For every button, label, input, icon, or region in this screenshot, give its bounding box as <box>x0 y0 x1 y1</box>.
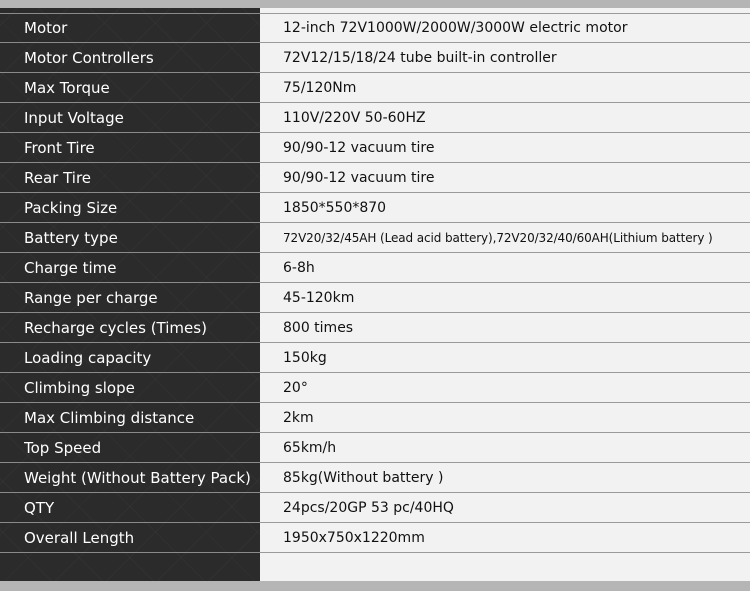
spec-value: 20° <box>283 380 308 396</box>
spec-label: Range per charge <box>24 289 158 307</box>
spec-row-charge-time <box>0 253 750 283</box>
spec-value: 6-8h <box>283 260 315 276</box>
spec-label: Weight (Without Battery Pack) <box>24 469 251 487</box>
spec-row-motor <box>0 13 750 43</box>
spec-label: QTY <box>24 499 55 517</box>
spec-row-packing-size <box>0 193 750 223</box>
spec-row-front-tire <box>0 133 750 163</box>
spec-table <box>0 8 750 581</box>
spec-row-rear-tire <box>0 163 750 193</box>
spec-row-climbing-slope <box>0 373 750 403</box>
spec-value: 1950x750x1220mm <box>283 530 425 546</box>
spec-row-motor-controllers <box>0 43 750 73</box>
spec-label: Top Speed <box>24 439 102 457</box>
spec-row-overall-length <box>0 523 750 553</box>
spec-value: 24pcs/20GP 53 pc/40HQ <box>283 500 454 516</box>
spec-value: 90/90-12 vacuum tire <box>283 170 435 186</box>
spec-row-top-speed <box>0 433 750 463</box>
spec-row-max-climbing-distance <box>0 403 750 433</box>
spec-row-battery-type <box>0 223 750 253</box>
spec-label: Charge time <box>24 259 117 277</box>
spec-label: Rear Tire <box>24 169 92 187</box>
spec-value: 72V20/32/45AH (Lead acid battery),72V20/32/40/60AH(Lithium battery ) <box>283 231 713 245</box>
spec-value: 1850*550*870 <box>283 200 387 216</box>
spec-value: 110V/220V 50-60HZ <box>283 110 426 126</box>
spec-label: Motor Controllers <box>24 49 154 67</box>
spec-row-range-per-charge <box>0 283 750 313</box>
spec-label: Packing Size <box>24 199 118 217</box>
spec-label: Max Climbing distance <box>24 409 195 427</box>
spec-row-input-voltage <box>0 103 750 133</box>
spec-value: 150kg <box>283 350 327 366</box>
spec-value: 2km <box>283 410 314 426</box>
spec-row-weight <box>0 463 750 493</box>
spec-label: Climbing slope <box>24 379 135 397</box>
spec-label: Max Torque <box>24 79 110 97</box>
spec-value: 65km/h <box>283 440 337 456</box>
spec-row-loading-capacity <box>0 343 750 373</box>
spec-value: 800 times <box>283 320 354 336</box>
spec-row-recharge-cycles <box>0 313 750 343</box>
spec-label: Battery type <box>24 229 118 247</box>
spec-label: Input Voltage <box>24 109 124 127</box>
spec-value: 45-120km <box>283 290 355 306</box>
spec-value: 72V12/15/18/24 tube built-in controller <box>283 50 557 66</box>
spec-label: Recharge cycles (Times) <box>24 319 207 337</box>
row-divider <box>0 552 260 553</box>
spec-value: 75/120Nm <box>283 80 357 96</box>
spec-value: 12-inch 72V1000W/2000W/3000W electric motor <box>283 20 628 36</box>
row-divider <box>260 552 750 553</box>
spec-row-qty <box>0 493 750 523</box>
spec-label: Motor <box>24 19 68 37</box>
spec-value: 85kg(Without battery ) <box>283 470 444 486</box>
spec-label: Loading capacity <box>24 349 152 367</box>
spec-value: 90/90-12 vacuum tire <box>283 140 435 156</box>
spec-label: Overall Length <box>24 529 135 547</box>
spec-label: Front Tire <box>24 139 95 157</box>
spec-row-max-torque <box>0 73 750 103</box>
